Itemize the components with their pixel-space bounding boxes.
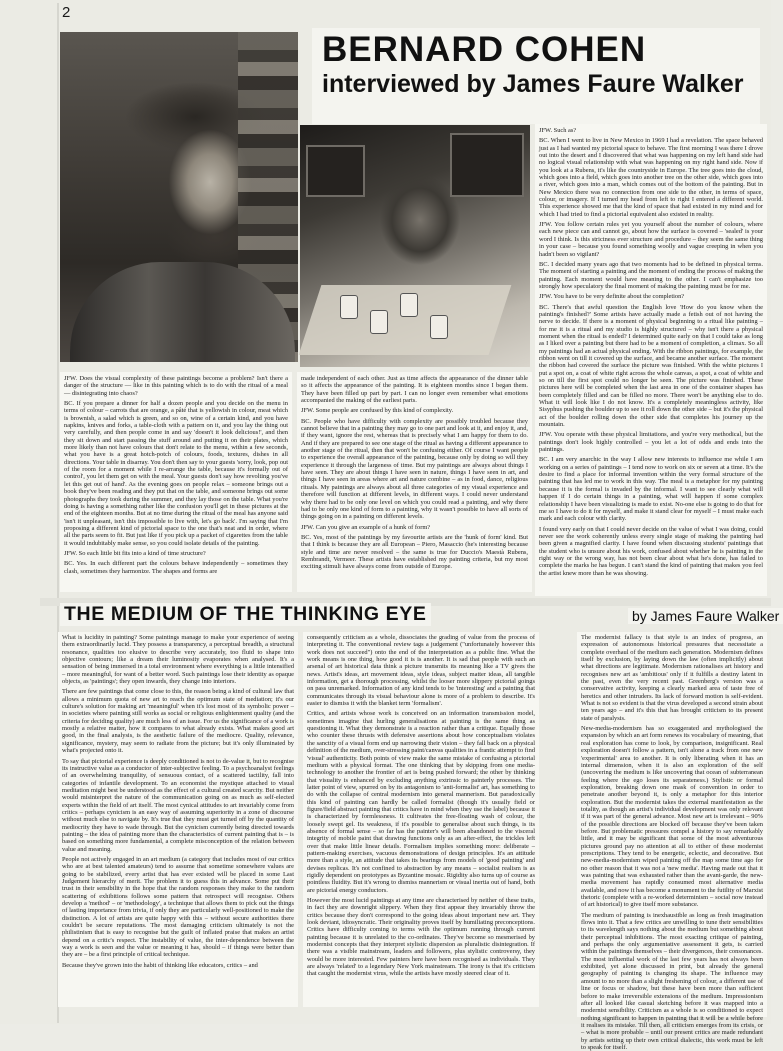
- paragraph: The medium of painting is inexhaustible as long as fresh imagination flows into it. That a few critics are unwilling to tune their sensibilities to its wavelength says nothing about the medium but something about their perceptual inhibitions. The most exacting critique of painting, and perhaps the only argumentative assessment it gets, is carried within the paintings themselves – their divergences, their consonances. The most influential work of the last few years has not always been exhibited, yet alone discussed in print, but already the general geography of painting is changing its shape. The influence may amount to no more than a slight freshening of colour, a different use of line or focus or shadow, but these have been more than sufficient before to make irreversible extensions of the medium. Impressionism after all looked like casual sketching before it was mapped into a modernist sensibility. Criticism as a whole is so conditioned to expect nothing significant to happen in painting that it will be a while before it realises its mistake. Till then, all criticism emerges from its crisis, or – what is more probable – until our present critics are made redundant by artists setting up their own critical dialectic, this work must be left to speak for itself.: [581, 911, 763, 1051]
- paragraph: BC. Yes. In each different part the colours behave independently – sometimes they clash, sometimes they harmonize. The shapes and forms are: [64, 560, 288, 575]
- interview-title: BERNARD COHEN: [322, 30, 647, 69]
- paragraph: JFW. You follow certain rules yet you yourself about the number of colours, where each new piece can and cannot go, about how the surface is covered – 'sealed' is your word I think. Is this strictness ever structure and procedure – they seem the same thing in your case – because you found something woolly and vague creeping in when you hadn't been so vigilant?: [539, 221, 763, 258]
- paragraph: JFW. Such as?: [539, 127, 577, 134]
- paragraph: New-media-modernism has so exaggerated and mythologised the expansion by which an art form renews its vocabulary of meaning, that real exploration has come to look, by comparison, insignificant. Real exploration doesn't follow a pattern, isn't alone a track from one new 'experimental' area to another. It is only liberating when it has an internal dimension, when it is also an exploration of the self (uncovering the medium is like uncovering that ocean of subterranean feeling where the ego loses its separateness.) Stylistic or formal exploration, breaking down one mask of convention in order to penetrate another beyond it, is only a metaphor for this interior exploration. But the modernist takes the external manifestation as the totality, as though an artist's individual development was only relevant if it was part of the general advance. Most new art is irrelevant – 90% of the possible directions are blocked off because they've been taken before. But problematic pressures compel a history to say remarkably little, and it may be significant that some of the most adventurous pictures ground pay no attention at all to either of these modernist prescriptions. They tend to be energetic, eclectic, and decorative. But new-media-modernism wiped painting off the map some time ago for no other reason that it was not a 'new media'. Having made out that it was painting that was exhausted rather than the avant-garde, the new-media movement has rapidly consumed most alternative media available, and now it has become a monument to the futility of Marxist thetoric (complete with a re-worked determinism – social now instead of art historical) to give itself more substance.: [581, 725, 763, 909]
- paragraph: BC. People who have difficulty with complexity are possibly troubled because they cannot believe that in a painting they may go to one part and look at it, and enjoy it, and, if they want, ignore the rest, whereas that is precisely what I am happy for them to do. And if they are prepared to see one stage of the ritual as having a different appearance to another stage of the ritual, then that won't be confusing either. Of course I want people to experience the overall appearance of the painting, because only by doing so will they experience it through the largeness of time. But my paintings are always about things I have seen. They are about things I have seen in nature, things I have seen in art, and things I have seen in areas where art and nature combine – as in food, dance, religious rituals. My paintings are always about all three categories of my visual experience and therefore will function at different levels, in different ways. I could never understand why there had to be only one level on which you could read a painting, and why there had to be only one kind of form to a painting, why it wasn't possible to have all sorts of things going on in a painting on different levels.: [301, 417, 528, 521]
- paragraph: To say that pictorial experience is deeply conditioned is not to de-value it, but to recognise its instructive value as a conductor of inter-subjective feeling. To a psychoanalyst feelings of an overwhelming tranquility, of sensuous contact, of a scattered tactility, fall into categories of infantile development. To an economist the mystique attached to visual meditation might best be understood as the effect of a cultural created scarcity. But neither would misinterpret the nature of the communication going on as much as self-elected experts within the field of art itself. The most cynical attitudes to art invariably come from critics – perhaps cynicism is an easy way of assuming superiority in a zone of discourse without much else to navigate by. It's true that they must get turned off by the quantity of mediocrity they have to wade through. But the cynicism currently being directed towards painting – the idea of painting more than the characteristics of current painting that is – is based on something more fundamental, a complete misconception of the relation between value and meaning.: [62, 757, 294, 853]
- interview-subtitle: interviewed by James Faure Walker: [322, 70, 744, 98]
- paragraph: JFW. Some people are confused by this kind of complexity.: [301, 407, 454, 415]
- paragraph: The modernist fallacy is that style is an index of progress, an expression of autonomous historical pressures that necessitate a complete overhaul of the medium each generation. Modernism defines itself by exclusion, by laying down the law (often implicitly) about what directions are legitimate. Modernism rationalises art history and recognises new art as 'ambitious' only if it fulfills a destiny latent in the past, even the very recent past. Greenberg's version was a conservative activity, keeping a clearly marked area of taste free of heretics and other intruders. Its lack of forward motion is self-evident. What is not so evident is that the virus developed a second strain about ten years ago – and it's this that has brought criticism to its present state of paralysis.: [581, 634, 763, 722]
- interview-column-1: [60, 372, 292, 592]
- paint-jar: [400, 293, 418, 317]
- essay-column-2: [303, 632, 539, 1007]
- paragraph: BC. There's that awful question the English love 'How do you know when the painting's finished?' Some artists have actually made a fetish out of not having the nerve to decide. If there is a moment of physical beginning to a ritual like painting – for me it is a ritual and my studio is highly structured – why isn't there a physical moment when the ritual is ended? I determined quite early on that I could take as long as I liked over a painting but there had to be a moment of completion, a climax. So all my paintings had an actual physical ending. With the ribbon paintings, for example, the ribbon went on till it covered up the surface, and became another surface. The moment the ribbon had covered the surface the picture was finished. With the white pictures I put a spot on, a coat of white right across the whole canvas, a spot, a coat of white and so on till the first spot could no longer be seen. The picture was finished. These pictures here will be completed when the last area in one of the container shapes has been completely filled and can be filled no more. There won't be anything else to do. What it will look like I do not know. It's a completely meaningless activity, like Sisyphus pushing the boulder up to see it roll down the other side – but it's the physical act of the boulder rolling down the other side that completes his journey up the mountain.: [539, 303, 763, 429]
- interview-column-3: [535, 124, 767, 596]
- paragraph: JFW. So each little bit fits into a kind of time structure?: [64, 549, 206, 557]
- paragraph: BC. I am very anarchic in the way I allow new interests to influence me while I am working on a series of paintings – I tend now to work on six or seven at a time. It's the desire to find a place for informal invention within the very formal structure of the painting that has led me to work in this way. The meal is a metaphor for my painting because it is the formal is invaded by the informal. I want to see clearly what will happen if I do certain things in a painting, what will happen if some complex relationship I have been visualizing is made to exist. No-one else is going to do that for me so I have to do it for myself, and make it stand clear for myself – I must make each mark and each colour with clarity.: [539, 456, 763, 523]
- interview-column-2: [297, 372, 532, 592]
- paragraph: made independent of each other. Just as time affects the appearance of the dinner table so it affects the appearance of the painting. It is eighteen months since I began them. They have been filled up part by part. I can no longer even remember what emotions accompanied the making of the earliest parts.: [301, 375, 528, 405]
- paragraph: consequently criticism as a whole, dissociates the grading of value from the process of interpreting it. The conventional review tags a judgement ("unfortunately however this work does not succeed") onto the end of the interpretation as a public fine. What the work means is one thing, how good it is is another. It is sad that people with such an arsenal of art historical data think a picture transmits its meaning like a TV gives the news. Artist's ideas, art movement ideas, style ideas, subject matter ideas, all tangible information, get a thorough processing, whilst the looser more slippery pictorial goings on pass unremarked. Information of any kind tends to be 'interesting' and a painting that communicates through its visual behaviour alone is more of a problem to describe. It's easier to dismiss it with the blanket term 'formalism'.: [307, 634, 535, 708]
- paint-jar: [370, 310, 388, 334]
- essay-column-1: [58, 632, 298, 1007]
- paragraph: JFW. Does the visual complexity of these paintings become a problem? Isn't there a danger of the structure — like in this painting which is to do with the ritual of a meal — disintegrating into chaos?: [64, 375, 288, 397]
- paragraph: JFW. You have to be very definite about the completion?: [539, 293, 685, 301]
- studio-frame: [450, 133, 524, 197]
- essay-column-3: [577, 632, 767, 1051]
- paragraph: There are few paintings that come close to this, the reason being a kind of cultural law that allows a minimum quota of new art to reach the optimum state of mediation; it's our culture's solution for making art 'meaningful' when it's lost most of its symbolic power – in societies where painting still works as social or religious enlightenment quality (and the criteria for deciding quality) are much less of an issue. For us the significance of a work is mostly a relative matter, how it compares to what already exists. What makes good art good, in the final analysis, is the aesthetic failure of the mediocre. Quality, relevance, significance, mystery, may seem to radiate from the picture; but it's only illuminated by what's projected onto it.: [62, 688, 294, 755]
- paint-jar: [340, 295, 358, 319]
- paint-jar: [430, 315, 448, 339]
- essay-byline: by James Faure Walker: [628, 608, 783, 624]
- essay-title: THE MEDIUM OF THE THINKING EYE: [60, 603, 431, 626]
- paragraph: BC. I decided many years ago that two moments had to be defined in physical terms. The moment of starting a painting and the moment of ending the process of making the painting. Each moment would have meaning to the other. I can't emphasize too strongly how speculatory the final moment of making the painting must be for me.: [539, 260, 763, 290]
- page-number: 2: [62, 4, 71, 21]
- paragraph: Critics, and artists whose work is conceived on an information transmission model, sometimes imagine that hurling generalisations at painting is the same thing as questioning it. What they demonstrate is a reaction rather than a critique. Equally those who counter these thrusts with defensive assertions about how conceptualism violates the sanctity of a visual form end up narrowing their vision – they fall back on a physical definition of the medium, over-stressing paint/canvas qualities in a frantic attempt to find 'visual' authenticity. Both points of view make the same mistake of confusing a pictorial medium with a physical format. The one thinking that by skipping from one media-technology to another the frontier of art is being pushed forward; the other by thinking that visuality is enhanced by excluding anything extrinsic to painterly processes. The latter point of view, spurred on by its antagonism to 'anti-formalist' art, has something to do with the collapse of central modernism into general mannerism. But paradoxically this kind of painting can hardly be called formalist (though it's usually field or figure/field abstract painting that critics have in mind when they use the label) because it is characterized by formlessness. It cultivates the free-floating wash of colour, the loosely swept gel. Its weakness, if it's possible to generalise about such things, is its absence of formal sense – so far has the painter's will been abandoned to the visceral integrity of mobile paint that drawing functions only as an after-effect, the trickles left over that make little linear details. Formalism implies something more: deliberate – pattern-making exercises, vacuous demonstrations of design principles. It's an attitude more than a style, an attitude that takes its bearings from models of 'good painting' and devises replicas. It's not confined to abstraction by any means – socialist realism is as rigidly dependent on prototypes as Byzantine mosaic. Rigidity also turns up of course as pointless fluidity. But it's wrong to dismiss mannerism or visual inertia out of hand, both are pictorial energy conductors.: [307, 710, 535, 894]
- paragraph: BC. If you prepare a dinner for half a dozen people and you decide on the menu in terms of colour – carrots that are orange, a pâté that is yellowish in colour, meat which is brownish, a salad which is green, and so on, wine of a certain kind, and you have napkins, knives and forks, a table-cloth with a pattern on it, and you lay the thing out very carefully, and then people come in and say 'doesn't it look delicious!', and then they sit down and start passing the stuff around and putting it on their plates, which more likely than not have colours that don't relate to the menu, within a few seconds, what you have is a great hotch-potch of colours, foods, textures, dishes in all directions. Your table in disarray. You don't then say to your guests 'sorry, look, pop out of the room for a moment while I re-arrange the table, because it's formally out of control', you let them get on with the meal. Your guests don't say how revolting you've let this get out of hand'. As the evening goes on people relax – someone brings out a book they've been reading and they put that on the table, and someone brings out some photographs they took during the summer, and they lay those on the table. What you're doing is having a something rather like the confusion you'll get in these pictures at the end of the eighteen months. But at no time during the ritual of the meal has anyone said 'isn't it unpleasant, isn't this impossible to live with, let's go back'. I'm saying that I'm proposing a different kind of pictorial space to the one that's neat and in order, where all the parts seem to fit. But just like if you pick up a packet of cigarettes from the table it would indubitably make sense, so you could isolate details of the painting.: [64, 400, 288, 547]
- studio-frame: [306, 145, 365, 197]
- portrait-photo: [60, 32, 298, 362]
- paragraph: JFW. Can you give an example of a hunk of form?: [301, 523, 431, 531]
- paragraph: BC. Yes, most of the paintings by my favourite artists are the 'hunk of form' kind. But that I think is because they are all European – Piero, Masaccio (he's interesting because style and time are never resolved – the same is true for Duccio's Maestà Rubens, Rembrandt, Vermeer. These artists have established my painting criteria, but my most exciting stimuli have always come from outside of Europe.: [301, 533, 528, 571]
- paragraph: People not actively engaged in an art medium (a category that includes most of our critics who are at best talented amateurs) tend to assume that sometime somewhere values are going to be stabilized, every artist that has ever existed will be placed in some Last Judgement hierarchy of merit. The problem it to guess this in advance. Some put their trust in their sensibility in the hope that the random responses they make to the random scattering of exhibitions follows some pattern that retrospect will recognise. Others develop a 'method' – or 'methodology', a technique that allows them to pick out the things of lasting importance from trivia, if only they are particularly well-positioned to make the distinction. A lot of artists are quite happy with this – without secure authorities there couldn't be secure reputations. The most damaging criticism ultimately is not the philistinism that is easy to recognise but the guilt of inflated praise that makes an artist depend on a critic's respect. The instability of value, the inter-dependence between the way a work is seen and the value or meaning it has, should – if things were better than they are – be a first principle of critical technique.: [62, 855, 294, 959]
- paragraph: What is lucidity in painting? Some paintings manage to make your experience of seeing them extraordinarily lucid. They possess a transparency, a perceptual breadth, a structural resonance, qualities too elusive to describe very accurately, too fluid to shape into objective contours; like a dream their luminosity evaporates when analysed. It's a sensation of being immersed in a total environment where everything is a little intensified – more meaningful, for want of a better word. Such paintings lose their identity as opaque objects, as 'paintings'; they open inwards, they change into interiors.: [62, 634, 294, 686]
- paragraph: BC. When I went to live in New Mexico in 1969 I had a revelation. The space behaved just as I had wanted my pictorial space to behave. The first morning I was there I drove out into the desert and I discovered that what was happening on my left hand side had no logical visual relationship with what was happening on my right hand side. Now if you look at a Rubens, it's like the countryside in Europe. The tree goes into the cloud, which goes into a field, which goes into another tree on the other side, which goes into a river, which goes into a man, which comes out of the bottom of the painting. But in New Mexico there was no connection from one side to the other, in terms of space, colour, or imagery. If I turned my head from left to right I entered a different world. This experience showed me that the kind of space that had existed in my mind and for which I had tried to find a pictorial equivalent also existed in reality.: [539, 137, 763, 218]
- studio-photo: [300, 125, 530, 367]
- paragraph: Because they've grown into the habit of thinking like educators, critics – and: [62, 961, 258, 969]
- paragraph: I found very early on that I could never decide on the value of what I was doing, could never see the work coherently unless every single stage of making the painting had been given a magnified clarity. I have found when discussing students' paintings that the student who is unsure about his work, confused about whether he is painting in the right way or the wrong way, has not been clear about what he's done, has failed to complete the marks he has begun. I can't stand the kind of painting that makes you feel the artist knew more than he was showing.: [539, 525, 763, 577]
- paragraph: JFW. You operate with these physical limitations, and you're very methodical, but the paintings don't look highly controlled – you let a lot of odds and ends into the paintings.: [539, 431, 763, 454]
- paragraph: However the most lucid paintings at any time are characterised by neither of these traits, in fact they are downright slippery. When they first appear they invariably throw the critics because they don't correspond to the going ideas about important new art. They look deviant, idiosyncratic. Their originality proves itself by humiliating preconceptions. Critics have difficulty coming to terms with the optimum running through current painting because it is unrelated to the co-ordinates. They've become so mesmerised by modernist concepts that they interpret stylistic dispersion as pluralistic disintegration. If there was a visible mainstream, leaders and followers, plus stylistic controversy, they would be more interested. Few painters here have been recognised as individuals. They are always 'related' to a legendary New York mainstream. The irony is that it's criticism that caught the modernist virus, while the artists have mostly steered clear of it.: [307, 897, 535, 978]
